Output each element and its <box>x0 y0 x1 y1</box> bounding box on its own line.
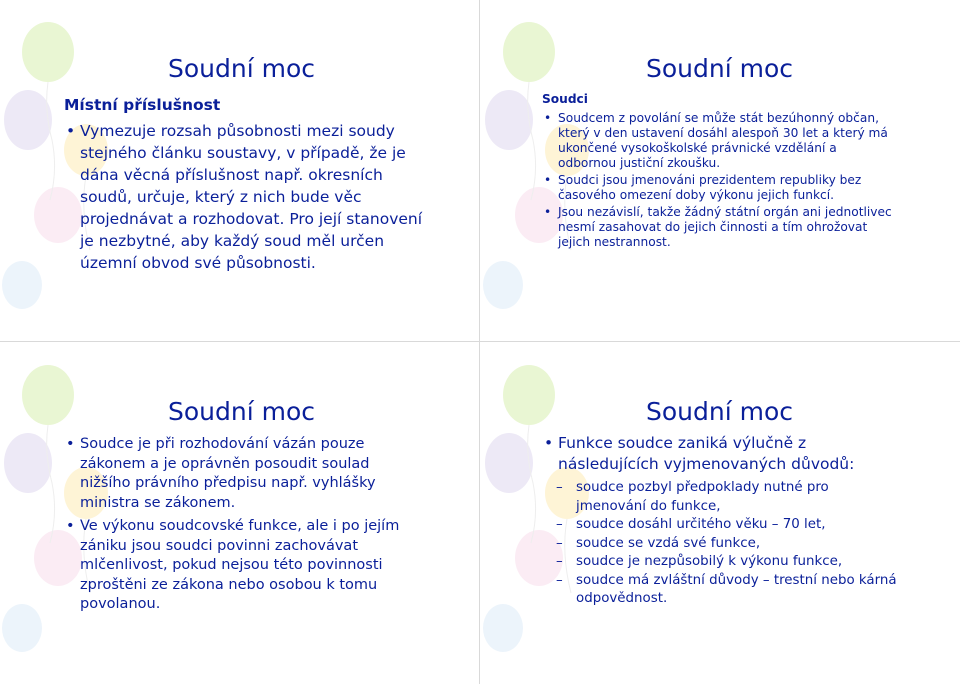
dash-item: – soudce pozbyl předpoklady nutné pro jmenování do funkce, <box>576 479 898 516</box>
slide-subtitle: Místní příslušnost <box>64 96 221 114</box>
bullet-item: • Soudce je při rozhodování vázán pouze zákonem a je oprávněn posoudit soulad nižšího právního předpisu např. vyhlášky ministra se zákonem. <box>80 435 420 513</box>
slide-title: Soudní moc <box>646 54 794 83</box>
slide-title: Soudní moc <box>168 397 316 426</box>
dash-item: – soudce se vzdá své funkce, <box>576 535 898 554</box>
bullet-item: • Ve výkonu soudcovské funkce, ale i po jejím zániku jsou soudci povinni zachovávat mlčenlivost, pokud nejsou této povinnosti zproštěni ze zákona nebo osobou k tomu povolanou. <box>80 517 420 615</box>
slide-title: Soudní moc <box>646 397 794 426</box>
bullet-item: • Soudci jsou jmenováni prezidentem republiky bez časového omezení doby výkonu jejich funkcí. <box>558 173 898 203</box>
horizontal-divider <box>0 341 960 342</box>
slide-body <box>64 435 420 615</box>
slide-body <box>64 94 424 274</box>
slide-3 <box>0 343 478 683</box>
slide-1 <box>0 0 478 340</box>
slide-title: Soudní moc <box>168 54 316 83</box>
bullet-item: • Vymezuje rozsah působnosti mezi soudy stejného článku soustavy, v případě, že je dána věcná příslušnost např. okresních soudů, určuje, který z nich bude věc projednávat a rozhodovat. Pro její stanovení je nezbytné, aby každý soud měl určen územní obvod své působnosti. <box>80 120 424 274</box>
bullet-list <box>64 120 424 274</box>
vertical-divider <box>479 0 480 684</box>
bullet-item: • Soudcem z povolání se může stát bezúhonný občan, který v den ustavení dosáhl alespoň 30 let a který má ukončené vysokoškolské právnické vzdělání a odbornou justiční zkoušku. <box>558 111 898 171</box>
bullet-list <box>542 111 898 250</box>
dash-item: – soudce dosáhl určitého věku – 70 let, <box>576 516 898 535</box>
slide-body <box>542 433 898 609</box>
dash-item: – soudce je nezpůsobilý k výkonu funkce, <box>576 553 898 572</box>
slide-body <box>542 92 898 250</box>
slide-subtitle: Soudci <box>542 92 588 106</box>
dash-item: – soudce má zvláštní důvody – trestní nebo kárná odpovědnost. <box>576 572 898 609</box>
dash-list <box>542 479 898 609</box>
bullet-item: • Jsou nezávislí, takže žádný státní orgán ani jednotlivec nesmí zasahovat do jejich činnosti a tím ohrožovat jejich nestrannost. <box>558 205 898 250</box>
slide-2 <box>481 0 959 340</box>
slide-4 <box>481 343 959 683</box>
bullet-list <box>64 435 420 615</box>
bullet-item: • Funkce soudce zaniká výlučně z následujících vyjmenovaných důvodů: <box>558 433 898 475</box>
bullet-list <box>542 433 898 475</box>
